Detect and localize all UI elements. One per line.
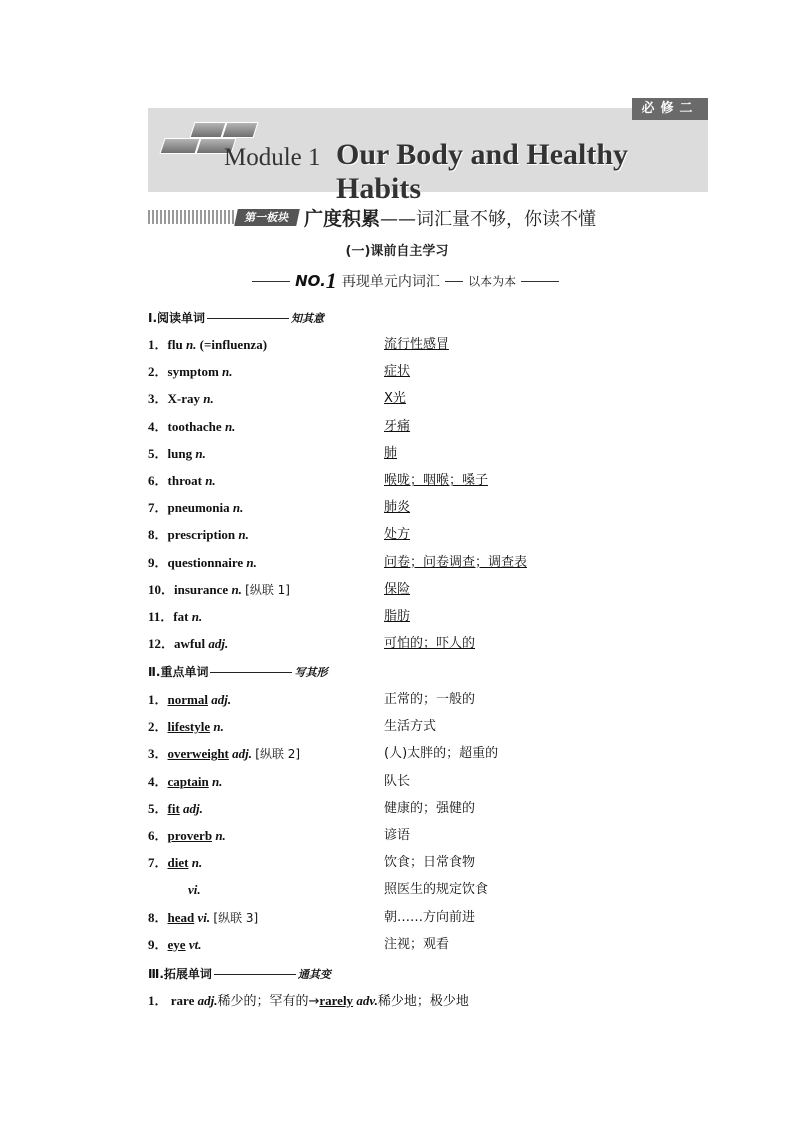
item-word: overweight	[167, 746, 229, 762]
item-word: proverb	[167, 828, 213, 843]
item-word: captain	[167, 773, 209, 789]
item-pos: adj.	[232, 746, 253, 762]
item-pos: adj.	[211, 692, 232, 707]
vocab-row	[148, 771, 708, 793]
vocab-term	[148, 579, 290, 601]
item-word: X-ray	[167, 391, 201, 407]
item-meaning: 保险	[384, 581, 411, 597]
item-pos: n.	[246, 554, 257, 570]
vocab-term	[148, 606, 202, 628]
item-number: 1．	[148, 692, 168, 707]
item-word: throat	[167, 473, 202, 488]
item-number: 2．	[148, 719, 168, 735]
part2-heading-text: Ⅱ.重点单词	[148, 665, 209, 679]
item-pos: n.	[203, 391, 214, 407]
no-number: 1	[325, 268, 337, 293]
item-pos: n.	[191, 609, 203, 624]
vocab-row	[148, 524, 708, 546]
item-number: 8．	[148, 527, 168, 543]
module-title: Our Body and Healthy Habits	[336, 138, 629, 205]
item-pos: n.	[195, 445, 206, 461]
item-pos: n.	[213, 719, 224, 735]
item-word: eye	[167, 936, 186, 952]
vocab-term	[148, 825, 226, 847]
vocab-term	[148, 798, 203, 820]
vocab-term	[148, 416, 235, 438]
vocab-row	[148, 689, 708, 711]
part1-heading-text: Ⅰ.阅读单词	[148, 311, 206, 325]
no-label: NO.	[295, 272, 326, 290]
item-meaning: 流行性感冒	[384, 337, 450, 352]
part2-heading-tail: 写其形	[294, 666, 328, 679]
item-number: 1．	[148, 337, 168, 352]
rule-line	[445, 281, 463, 282]
rule-line	[207, 318, 289, 319]
item-number: 3．	[148, 746, 168, 762]
item-meaning: 脂肪	[384, 609, 411, 624]
item-number: 6．	[148, 473, 168, 488]
rule-line	[210, 672, 292, 673]
vocab-row	[148, 552, 708, 574]
vocab-row	[148, 907, 708, 929]
item-number: 10．	[148, 581, 175, 597]
vocab-term	[148, 771, 222, 793]
item-meaning: 问卷；问卷调查；调查表	[384, 554, 528, 570]
item-pos: adj.	[197, 993, 218, 1008]
item-pos: n.	[211, 773, 223, 789]
item-word: symptom	[167, 364, 219, 380]
vocab-row	[148, 443, 708, 465]
item-word: toothache	[167, 418, 222, 434]
item-meaning: 可怕的；吓人的	[384, 636, 476, 652]
vocab-term	[148, 852, 202, 874]
item-meaning: 生活方式	[384, 719, 437, 735]
part3-heading	[148, 964, 331, 984]
rule-line	[252, 281, 290, 282]
item-number: 8．	[148, 909, 168, 925]
item-word: diet	[167, 855, 189, 871]
vocab-term	[148, 907, 258, 929]
textbook-tag: 必修二	[632, 98, 708, 120]
item-pos: n.	[205, 473, 216, 488]
vocab-row	[148, 633, 708, 655]
item-meaning: 肺炎	[384, 500, 411, 516]
item-meaning: 饮食；日常食物	[384, 855, 476, 871]
vocab-row	[148, 388, 708, 410]
derived-pos: adv.	[356, 993, 378, 1008]
item-meaning: 健康的；强健的	[384, 800, 476, 816]
vocab-term	[148, 743, 300, 765]
part1-heading	[148, 308, 324, 328]
vocab-term	[148, 524, 249, 546]
item-pos: adj.	[208, 636, 229, 652]
vocab-row	[148, 798, 708, 820]
vocab-row	[148, 716, 708, 738]
vocab-term	[148, 361, 233, 383]
item-pos: n.	[185, 337, 197, 352]
item-word: awful	[174, 636, 206, 652]
vocab-row	[148, 852, 708, 874]
item-number: 1．	[148, 993, 168, 1008]
item-pos: vt.	[188, 936, 202, 952]
item-number: 12．	[148, 636, 175, 652]
item-word: lifestyle	[167, 719, 211, 735]
no-text: 再现单元内词汇	[341, 274, 440, 290]
item-meaning: 肺	[384, 445, 398, 461]
item-word: prescription	[167, 527, 236, 543]
item-number: 5．	[148, 445, 168, 461]
item-word: questionnaire	[167, 554, 244, 570]
item-pos: adj.	[183, 800, 203, 816]
item-extra: (=influenza)	[199, 337, 268, 352]
item-meaning: 照医生的规定饮食	[384, 882, 489, 898]
vocab-row	[148, 497, 708, 519]
item-meaning: 症状	[384, 364, 411, 380]
item-word: lung	[167, 445, 193, 461]
rule-line	[214, 974, 296, 975]
item-number: 7．	[148, 855, 168, 871]
section-badge: 第一板块	[234, 209, 300, 226]
item-pos: n.	[191, 855, 203, 871]
vocab-row	[148, 934, 708, 956]
item-meaning: 注视；观看	[384, 936, 450, 952]
item-pos: n.	[215, 828, 226, 843]
item-meaning: 正常的；一般的	[384, 692, 476, 707]
vocab-term	[148, 934, 201, 956]
vocab-term	[148, 716, 224, 738]
vocab-term	[148, 497, 243, 519]
item-meaning: (人)太胖的；超重的	[384, 746, 499, 762]
item-extra: [纵联 3]	[213, 910, 259, 925]
vocab-row	[148, 879, 708, 901]
vocab-row	[148, 606, 708, 628]
item-number: 3．	[148, 391, 168, 407]
item-number: 6．	[148, 828, 168, 843]
part2-heading	[148, 662, 327, 682]
extension-row	[148, 990, 469, 1013]
item-extra: [纵联 2]	[255, 747, 301, 762]
derived-word: rarely	[319, 993, 354, 1008]
item-word: head	[167, 909, 195, 925]
item-number: 9．	[148, 936, 168, 952]
item-meaning: 喉咙；咽喉；嗓子	[384, 473, 489, 488]
section-title	[304, 204, 596, 231]
section-title-main: 广度积累	[304, 208, 381, 230]
vocab-row	[148, 579, 708, 601]
vocab-term	[148, 470, 216, 492]
part1-heading-tail: 知其意	[291, 312, 325, 325]
vocab-row	[148, 470, 708, 492]
item-pos: vi.	[197, 909, 211, 925]
item-number: 7．	[148, 500, 168, 516]
item-number: 2．	[148, 364, 168, 380]
item-meaning: X光	[384, 391, 406, 407]
vocab-row	[148, 416, 708, 438]
lesson-subhead: (一)课前自主学习	[345, 244, 449, 259]
vocab-row	[148, 825, 708, 847]
item-pos: vi.	[188, 882, 201, 898]
item-number: 4．	[148, 418, 168, 434]
item-word: fat	[173, 609, 189, 624]
part3-heading-tail: 通其变	[297, 968, 331, 981]
section-subtitle: ——词汇量不够，你读不懂	[380, 209, 597, 230]
item-meaning: 谚语	[384, 828, 411, 843]
item-word: normal	[167, 692, 208, 707]
hatch-decoration	[148, 210, 234, 224]
item-word: pneumonia	[167, 500, 230, 516]
vocab-term	[148, 552, 257, 574]
item-meaning: 处方	[384, 527, 411, 543]
item-meaning: 牙痛	[384, 418, 411, 434]
vocab-term	[148, 633, 228, 655]
derived-meaning: 稀少地；极少地	[377, 994, 469, 1009]
vocab-term	[148, 689, 231, 711]
module-banner	[148, 101, 708, 205]
item-number: 11．	[148, 609, 174, 624]
vocab-term	[148, 334, 267, 356]
vocab-term	[148, 443, 206, 465]
item-pos: n.	[224, 418, 236, 434]
section-heading	[148, 204, 708, 230]
item-meaning: 稀少的；罕有的→	[217, 994, 320, 1009]
item-word: rare	[170, 993, 195, 1008]
item-pos: n.	[222, 364, 233, 380]
item-word: insurance	[174, 581, 229, 597]
item-word: fit	[167, 800, 180, 816]
item-pos: n.	[238, 527, 249, 543]
vocab-term	[188, 879, 201, 901]
item-number: 5．	[148, 800, 168, 816]
vocab-term	[148, 388, 214, 410]
item-pos: n.	[232, 500, 244, 516]
item-pos: n.	[231, 581, 242, 597]
no-tail: 以本为本	[468, 274, 517, 289]
item-number: 9．	[148, 554, 168, 570]
item-extra: [纵联 1]	[245, 582, 290, 597]
no-heading	[252, 268, 572, 294]
item-meaning: 队长	[384, 773, 411, 789]
item-word: flu	[167, 337, 183, 352]
item-meaning: 朝……方向前进	[384, 909, 476, 925]
vocab-row	[148, 334, 708, 356]
module-label: Module 1	[224, 144, 321, 171]
rule-line	[521, 281, 559, 282]
vocab-row	[148, 743, 708, 765]
item-number: 4．	[148, 773, 168, 789]
vocab-row	[148, 361, 708, 383]
part3-heading-text: Ⅲ.拓展单词	[148, 967, 212, 981]
